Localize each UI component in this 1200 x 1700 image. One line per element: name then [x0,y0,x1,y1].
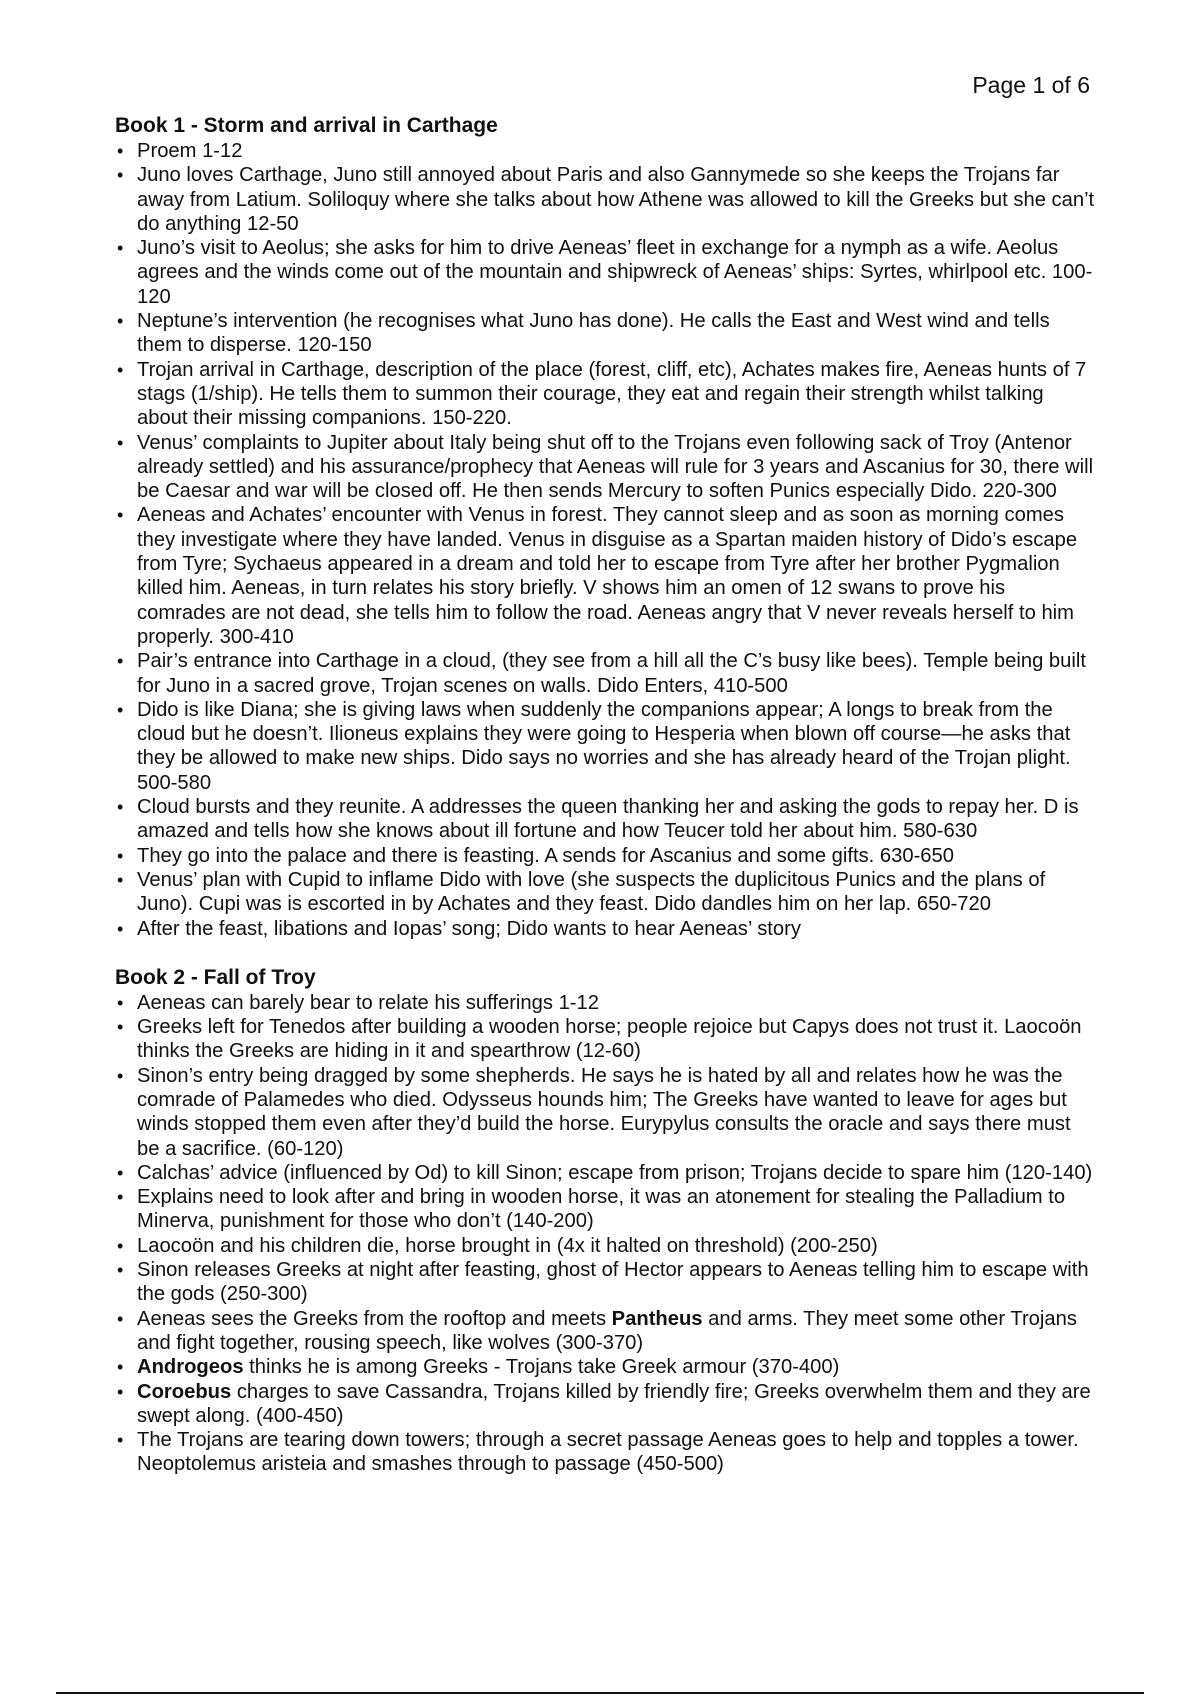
list-item: • Trojan arrival in Carthage, description of the place (forest, cliff, etc), Achates makes fire, Aeneas hunts of 7 stags (1/ship). He tells them to summon their courage, they eat and regain their strength whilst talking about their missing companions. 150-220. [115,358,1095,431]
list-item: • Aeneas can barely bear to relate his sufferings 1-12 [115,991,1095,1015]
document-body [115,113,1095,1477]
list-item: • After the feast, libations and Iopas’ song; Dido wants to hear Aeneas’ story [115,917,1095,941]
book-2-title: Book 2 - Fall of Troy [115,965,316,989]
footer-divider [56,1692,1144,1694]
list-item: • Cloud bursts and they reunite. A addresses the queen thanking her and asking the gods to repay her. D is amazed and tells how she knows about ill fortune and how Teucer told her about him. 580-630 [115,795,1095,844]
book-1-section [115,113,1095,941]
book-1-title: Book 1 - Storm and arrival in Carthage [115,114,498,137]
list-item: • Laocoön and his children die, horse brought in (4x it halted on threshold) (200-250) [115,1234,1095,1258]
item-text: charges to save Cassandra, Trojans killed by friendly fire; Greeks overwhelm them and they are swept along. (400-450) [137,1380,1091,1427]
book-1-list [115,139,1095,941]
item-text: Aeneas sees the Greeks from the rooftop and meets [137,1307,612,1330]
list-item: • Sinon’s entry being dragged by some shepherds. He says he is hated by all and relates how he was the comrade of Palamedes who died. Odysseus hounds him; The Greeks have wanted to leave for ages but winds stopped them even after they’d build the horse. Eurypylus consults the oracle and says there must be a sacrifice. (60-120) [115,1064,1095,1161]
list-item: • Juno loves Carthage, Juno still annoyed about Paris and also Gannymede so she keeps the Trojans far away from Latium. Soliloquy where she talks about how Athene was allowed to kill the Greeks but she can’t do anything 12-50 [115,163,1095,236]
book-2-list [115,991,1095,1477]
list-item [115,1380,1095,1429]
list-item: • Neptune’s intervention (he recognises what Juno has done). He calls the East and West wind and tells them to disperse. 120-150 [115,309,1095,358]
list-item: • Venus’ complaints to Jupiter about Italy being shut off to the Trojans even following sack of Troy (Antenor already settled) and his assurance/prophecy that Aeneas will rule for 3 years and Ascanius for 30, there will be Caesar and war will be closed off. He then sends Mercury to soften Punics especially Dido. 220-300 [115,431,1095,504]
list-item: • Aeneas and Achates’ encounter with Venus in forest. They cannot sleep and as soon as morning comes they investigate where they have landed. Venus in disguise as a Spartan maiden history of Dido’s escape from Tyre; Sychaeus appeared in a dream and told her to escape from Tyre after her brother Pygmalion killed him. Aeneas, in turn relates his story briefly. V shows him an omen of 12 swans to prove his comrades are not dead, she tells him to follow the road. Aeneas angry that V never reveals herself to him properly. 300-410 [115,503,1095,649]
list-item: • Calchas’ advice (influenced by Od) to kill Sinon; escape from prison; Trojans decide to spare him (120-140) [115,1161,1095,1185]
list-item [115,1355,1095,1379]
page-number: Page 1 of 6 [972,72,1090,98]
character-name: Androgeos [137,1356,244,1379]
item-text: and arms. They meet some other Trojans and fight together, rousing speech, like wolves (300-370) [137,1307,1077,1354]
list-item [115,1307,1095,1356]
list-item: • Sinon releases Greeks at night after feasting, ghost of Hector appears to Aeneas telling him to escape with the gods (250-300) [115,1258,1095,1307]
book-2-section [115,965,1095,1477]
list-item: • The Trojans are tearing down towers; through a secret passage Aeneas goes to help and topples a tower. Neoptolemus aristeia and smashes through to passage (450-500) [115,1428,1095,1477]
list-item: • Venus’ plan with Cupid to inflame Dido with love (she suspects the duplicitous Punics and the plans of Juno). Cupi was is escorted in by Achates and they feast. Dido dandles him on her lap. 650-720 [115,868,1095,917]
list-item: • Proem 1-12 [115,139,1095,163]
list-item: • Explains need to look after and bring in wooden horse, it was an atonement for stealing the Palladium to Minerva, punishment for those who don’t (140-200) [115,1185,1095,1234]
item-text: thinks he is among Greeks - Trojans take Greek armour (370-400) [243,1356,840,1379]
list-item: • Juno’s visit to Aeolus; she asks for him to drive Aeneas’ fleet in exchange for a nymph as a wife. Aeolus agrees and the winds come out of the mountain and shipwreck of Aeneas’ ships: Syrtes, whirlpool etc. 100-120 [115,236,1095,309]
character-name: Pantheus [611,1307,703,1330]
list-item: • They go into the palace and there is feasting. A sends for Ascanius and some gifts. 630-650 [115,844,1095,868]
list-item: • Pair’s entrance into Carthage in a cloud, (they see from a hill all the C’s busy like bees). Temple being built for Juno in a sacred grove, Trojan scenes on walls. Dido Enters, 410-500 [115,649,1095,698]
list-item: • Greeks left for Tenedos after building a wooden horse; people rejoice but Capys does not trust it. Laocoön thinks the Greeks are hiding in it and spearthrow (12-60) [115,1015,1095,1064]
character-name: Coroebus [137,1380,232,1403]
list-item: • Dido is like Diana; she is giving laws when suddenly the companions appear; A longs to break from the cloud but he doesn’t. Ilioneus explains they were going to Hesperia when blown off course—he asks that they be allowed to make new ships. Dido says no worries and she has already heard of the Trojan plight. 500-580 [115,698,1095,795]
